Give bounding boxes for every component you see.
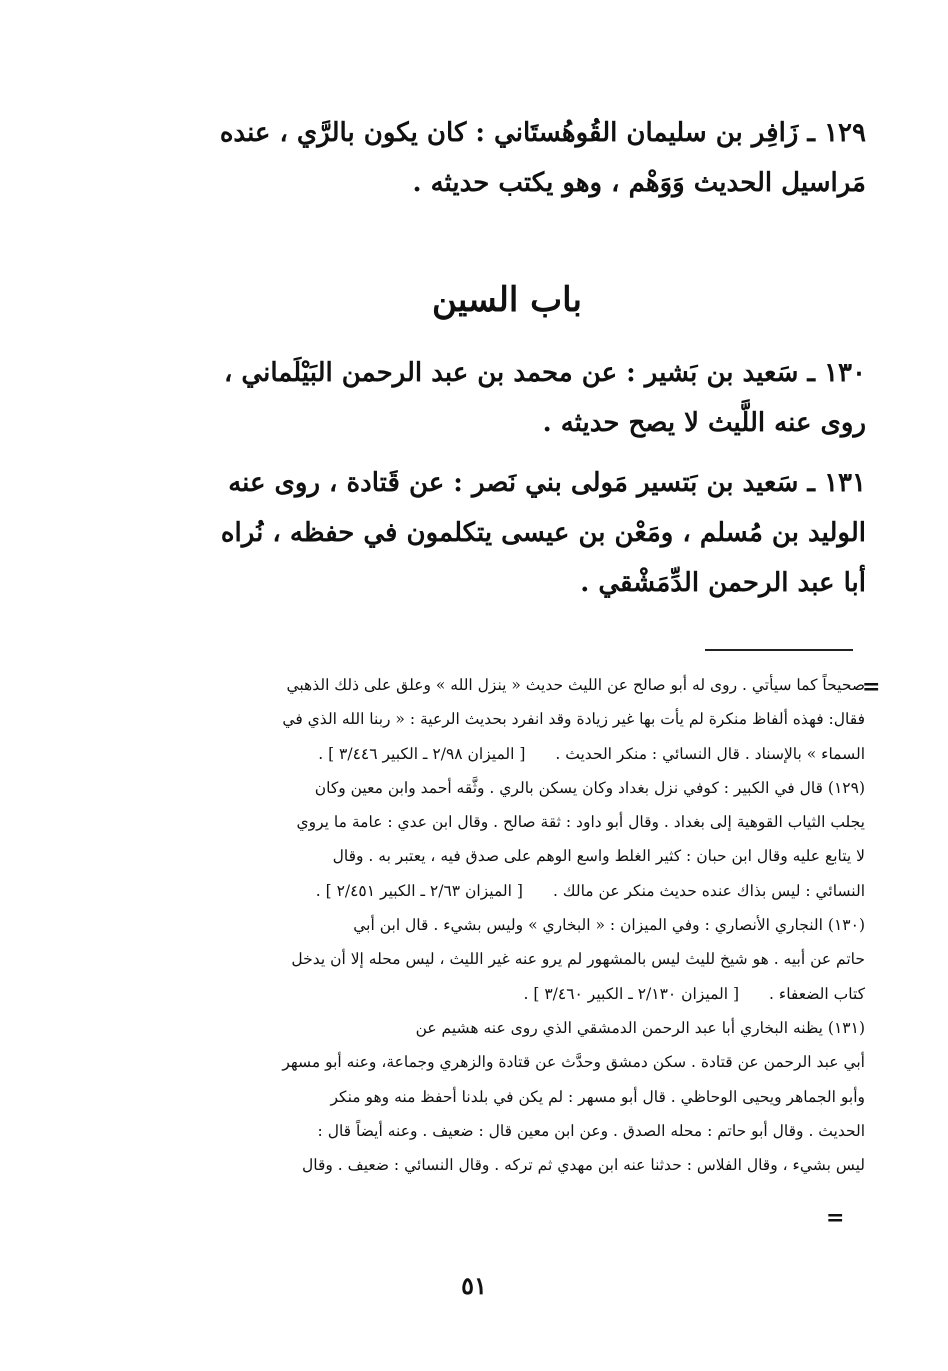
footnote-line	[155, 737, 865, 771]
footnote-reference: [ الميزان ٢/١٣٠ ـ الكبير ٣/٤٦٠ ] .	[523, 984, 740, 1003]
entry-line: مَراسيل الحديث وَوَهْم ، وهو يكتب حديثه .	[412, 168, 866, 198]
footnote-text: أبي عبد الرحمن عن قتادة . سكن دمشق وحدَّث عن قتادة والزهري وجماعة، وعنه أبو مسهر	[282, 1053, 865, 1072]
footnote-line	[155, 1148, 865, 1182]
entry-130	[148, 348, 866, 448]
footnote-text: فقال: فهذه ألفاظ منكرة لم يأت بها غير زيادة وقد انفرد بحديث الرعية : « ربنا الله الذي في	[282, 710, 865, 729]
footnote-line	[155, 1045, 865, 1079]
footnote-text: النسائي : ليس بذاك عنده حديث منكر عن مالك .	[552, 881, 865, 900]
footnote-text: لا يتابع عليه وقال ابن حبان : كثير الغلط واسع الوهم على صدق فيه ، يعتبر به . وقال	[332, 847, 865, 866]
footnote-text: حاتم عن أبيه . هو شيخ لليث ليس بالمشهور لم يرو عنه غير الليث ، ليس محله إلا أن يدخل	[291, 950, 865, 969]
footnote-line	[155, 805, 865, 839]
footnote-line	[155, 668, 865, 702]
footnote-text: (١٣٠) النجاري الأنصاري : وفي الميزان : « البخاري » وليس بشيء . قال ابن أبي	[353, 916, 865, 935]
footnote-text: وأبو الجماهر ويحيى الوحاظي . قال أبو مسهر : لم يكن في بلدنا أحفظ منه وهو منكر	[330, 1087, 865, 1106]
entry-line: أبا عبد الرحمن الدِّمَشْقي .	[580, 568, 866, 598]
footnote-line	[155, 1080, 865, 1114]
entry-129	[148, 108, 866, 208]
entry-line: ١٣١ ـ سَعيد بن بَتسير مَولى بني نَصر : عن قَتادة ، روى عنه	[228, 468, 866, 498]
footnote-text: يجلب الثياب القوهية إلى بغداد . وقال أبو داود : ثقة صالح . وقال ابن عدي : عامة ما يروي	[296, 813, 865, 832]
footnote-reference: [ الميزان ٢/٩٨ ـ الكبير ٣/٤٤٦ ] .	[318, 744, 526, 763]
continuation-mark: =	[862, 674, 881, 700]
entry-line: ١٢٩ ـ زَافِر بن سليمان القُوهُستَاني : كان يكون بالرَّي ، عنده	[219, 118, 866, 148]
entry-line: الوليد بن مُسلم ، ومَعْن بن عيسى يتكلمون في حفظه ، نُراه	[220, 518, 866, 548]
footnote-text: (١٣١) يظنه البخاري أبا عبد الرحمن الدمشقي الذي روى عنه هشيم عن	[415, 1018, 865, 1037]
footnote-line	[155, 942, 865, 976]
footnote-line	[155, 977, 865, 1011]
footnote-line	[155, 1114, 865, 1148]
footnote-text: ليس بشيء ، وقال الفلاس : حدثنا عنه ابن مهدي ثم تركه . وقال النسائي : ضعيف . وقال	[301, 1156, 865, 1175]
footnote-line	[155, 874, 865, 908]
footnote-line	[155, 702, 865, 736]
continuation-mark: =	[826, 1205, 845, 1231]
footnote-text: صحيحاً كما سيأتي . روى له أبو صالح عن الليث حديث « ينزل الله » وعلق على ذلك الذهبي	[286, 676, 865, 694]
footnote-text: السماء » بالإسناد . قال النسائي : منكر الحديث .	[555, 744, 865, 763]
footnote-reference: [ الميزان ٢/٦٣ ـ الكبير ٢/٤٥١ ] .	[315, 881, 523, 900]
entry-line: روى عنه اللَّيث لا يصح حديثه .	[542, 408, 866, 438]
entry-131	[148, 458, 866, 608]
page-number: ٥١	[461, 1271, 487, 1300]
footnote-line	[155, 771, 865, 805]
footnote-line	[155, 1011, 865, 1045]
footnote-line	[155, 908, 865, 942]
footnote-text: (١٢٩) قال في الكبير : كوفي نزل بغداد وكان يسكن بالري . وثَّقه أحمد وابن معين وكان	[314, 778, 865, 797]
footnote-text: الحديث . وقال أبو حاتم : محله الصدق . وعن ابن معين قال : ضعيف . وعنه أيضاً قال :	[317, 1121, 865, 1140]
section-heading: باب السين	[432, 280, 582, 320]
entry-line: ١٣٠ ـ سَعيد بن بَشير : عن محمد بن عبد الرحمن البَيْلَماني ،	[223, 358, 866, 388]
footnotes	[155, 668, 865, 1182]
footnote-text: كتاب الضعفاء .	[769, 984, 865, 1003]
footnote-divider	[705, 649, 853, 651]
footnote-line	[155, 839, 865, 873]
